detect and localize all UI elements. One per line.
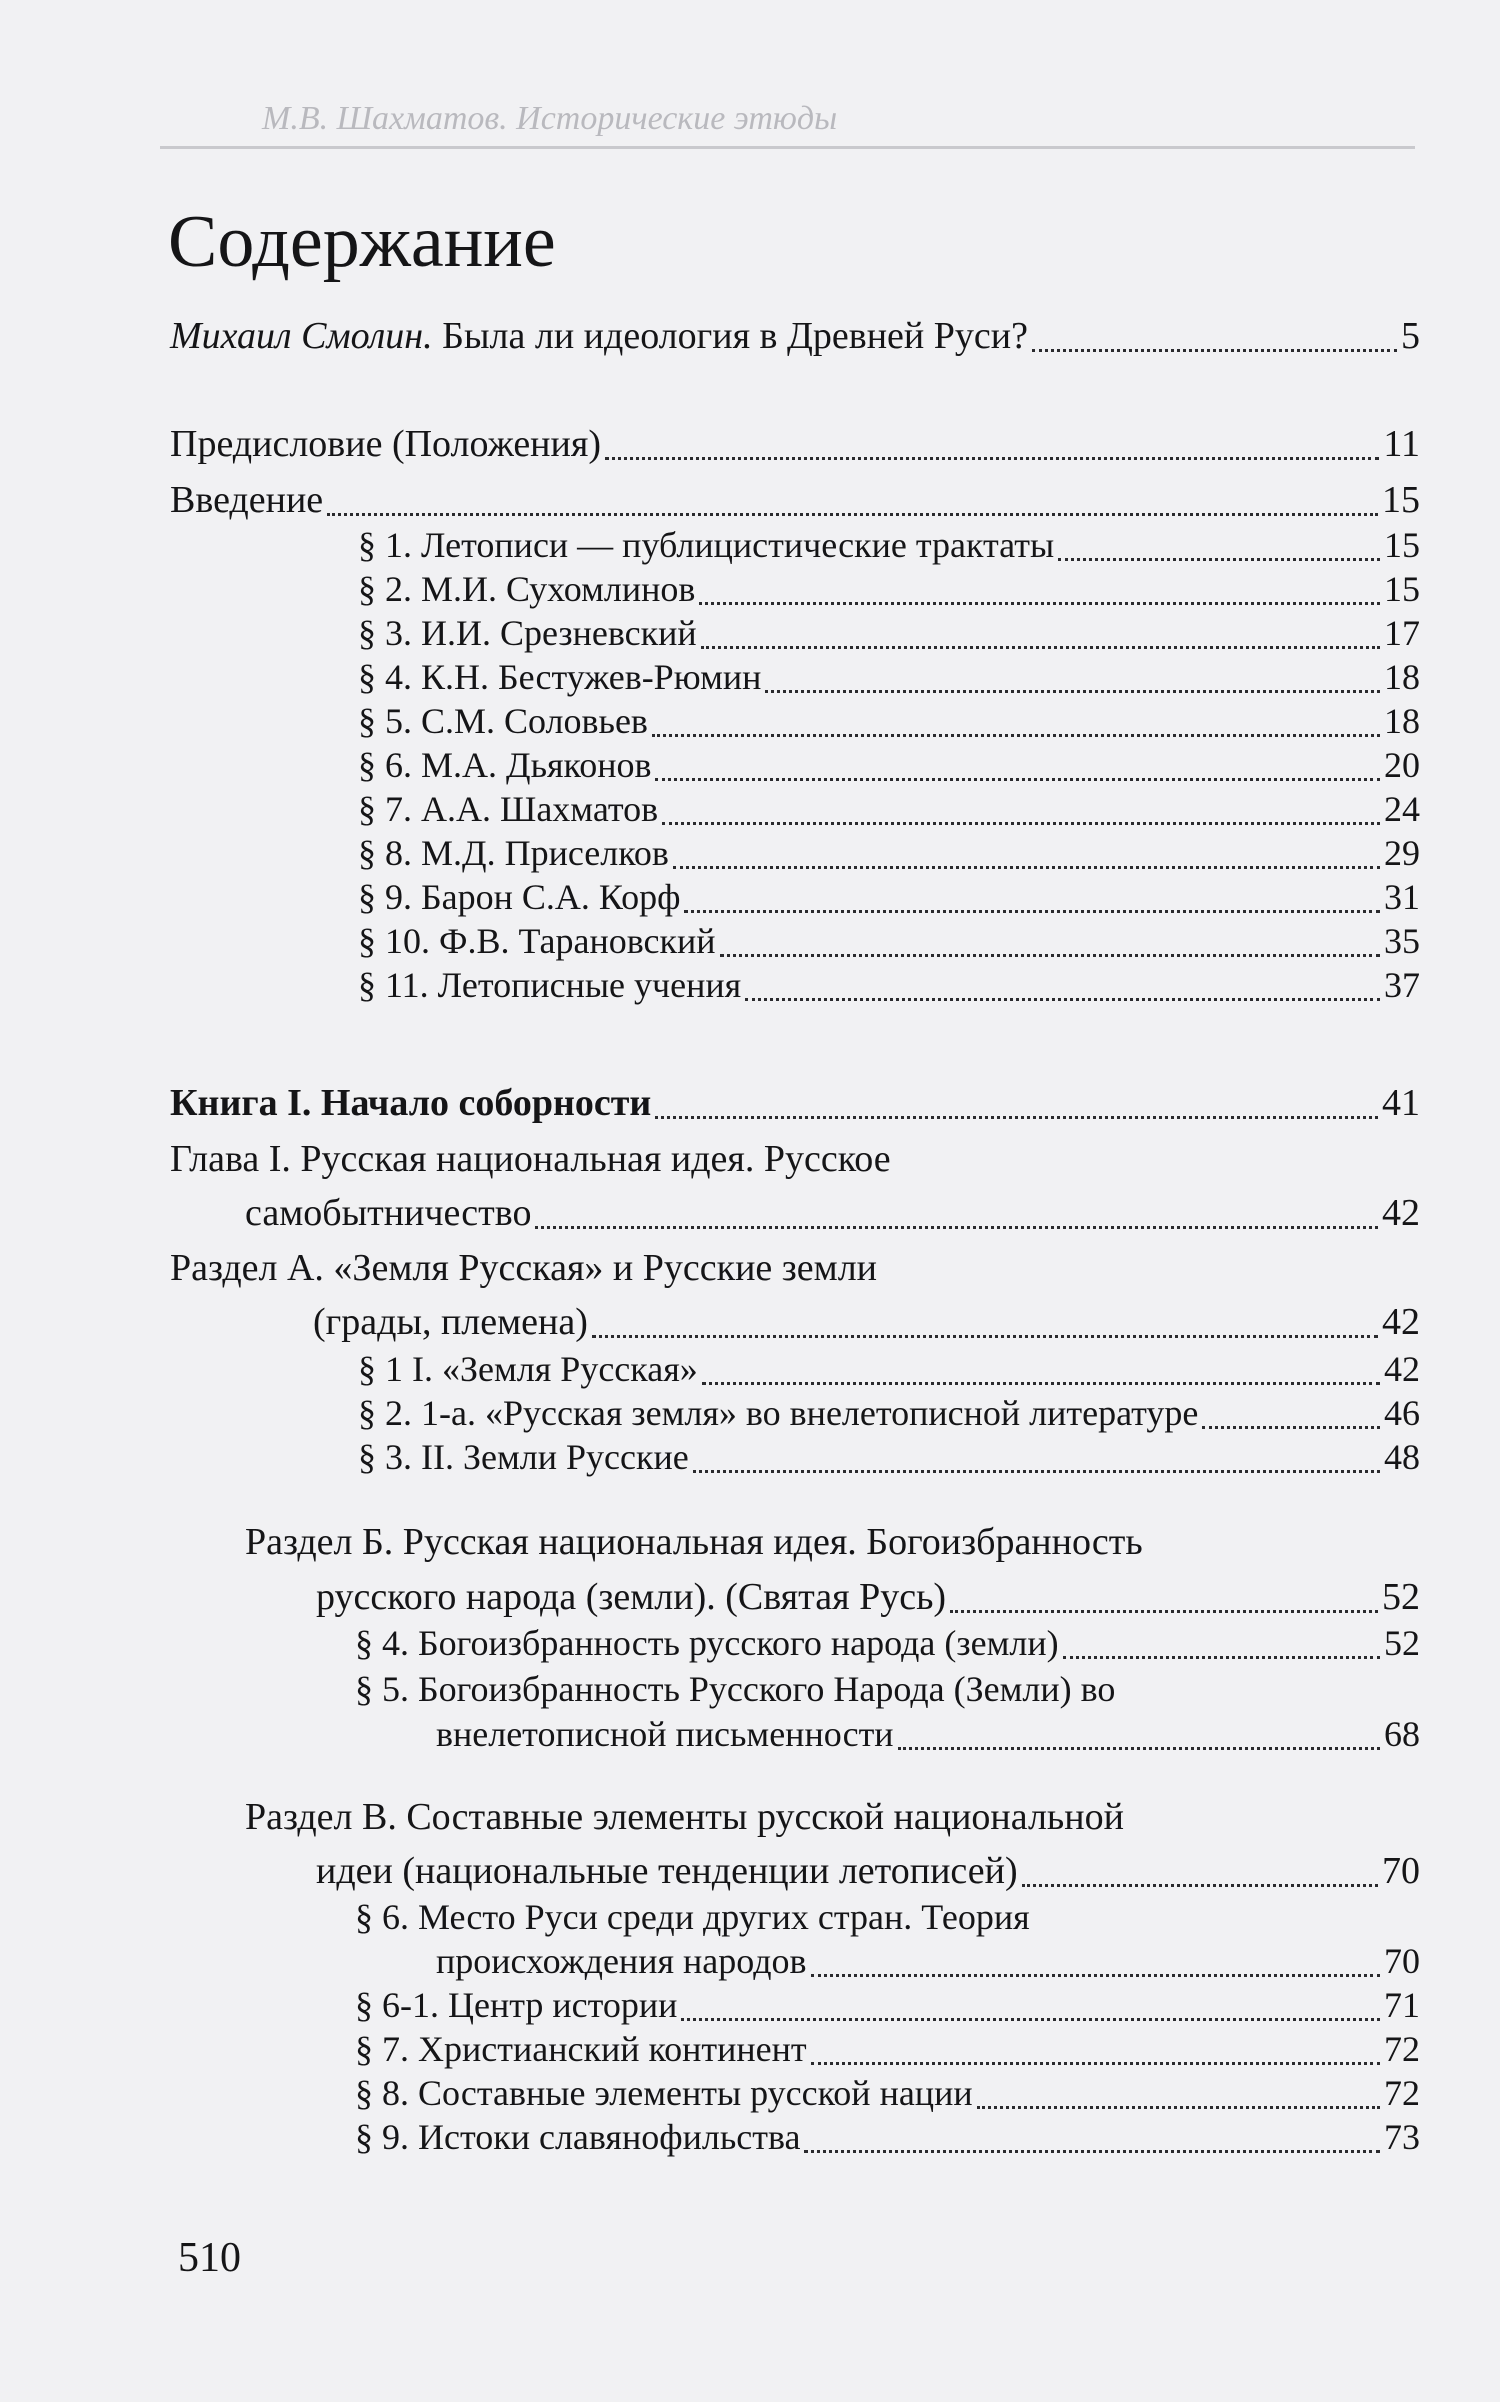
dot-leader [662,822,1380,825]
entry-title: § 3. И.И. Срезневский [358,613,697,653]
entry-title: русского народа (земли). (Святая Русь) [316,1576,947,1618]
entry-title: Книга I. Начало соборности [170,1082,652,1124]
page-number: 41 [1382,1082,1420,1124]
entry-title: § 1 I. «Земля Русская» [358,1349,698,1389]
toc-entry[interactable] [170,418,1420,470]
entry-title: Предисловие (Положения) [170,423,601,465]
dot-leader [681,2018,1380,2021]
dot-leader [702,1382,1380,1385]
entry-title: (грады, племена) [313,1301,588,1343]
page-number: 15 [1384,525,1420,565]
page-number: 42 [1384,1349,1420,1389]
page-number: 42 [1382,1301,1420,1343]
entry-title: § 8. М.Д. Приселков [358,833,669,873]
entry-title-line: Глава I. Русская национальная идея. Русское [170,1138,891,1180]
entry-title: самобытничество [245,1192,532,1234]
dot-leader [765,690,1380,693]
entry-title: идеи (национальные тенденции летописей) [316,1850,1018,1892]
dot-leader [1202,1426,1380,1429]
dot-leader [693,1470,1380,1473]
page-number: 15 [1382,479,1420,521]
dot-leader [535,1226,1378,1229]
dot-leader [950,1610,1378,1613]
toc-entry[interactable] [316,1571,1420,1623]
entry-title-line: Раздел В. Составные элементы русской национальной [245,1796,1124,1838]
page-number: 17 [1384,613,1420,653]
header-rule [160,146,1415,149]
page-number: 71 [1384,1985,1420,2025]
dot-leader [898,1747,1380,1750]
dot-leader [720,954,1380,957]
dot-leader [804,2150,1380,2153]
page-number: 29 [1384,833,1420,873]
entry-title: § 1. Летописи — публицистические трактаты [358,525,1055,565]
page-number: 24 [1384,789,1420,829]
entry-title: § 2. М.И. Сухомлинов [358,569,696,609]
dot-leader [655,778,1380,781]
page-number: 68 [1384,1714,1420,1754]
dot-leader [701,646,1380,649]
dot-leader [684,910,1380,913]
dot-leader [1063,1656,1380,1659]
page-number: 70 [1382,1850,1420,1892]
page-number: 31 [1384,877,1420,917]
page-number: 52 [1384,1623,1420,1663]
page-number: 70 [1384,1941,1420,1981]
entry-title-line: Раздел Б. Русская национальная идея. Богоизбранность [245,1521,1143,1563]
dot-leader [1032,349,1397,352]
dot-leader [977,2106,1380,2109]
entry-title: § 6-1. Центр истории [355,1985,678,2025]
page-number: 35 [1384,921,1420,961]
entry-title: § 7. Христианский континент [355,2029,807,2069]
entry-title: внелетописной письменности [436,1714,894,1754]
toc-entry[interactable] [316,1845,1420,1897]
page-number: 20 [1384,745,1420,785]
page-number: 46 [1384,1393,1420,1433]
entry-title: Введение [170,479,324,521]
entry-title: § 11. Летописные учения [358,965,742,1005]
entry-title: § 9. Истоки славянофильства [355,2117,801,2157]
dot-leader [605,457,1379,460]
page-number: 5 [1401,315,1420,357]
entry-title-line: § 5. Богоизбранность Русского Народа (Земли) во [355,1669,1116,1709]
page-number: 11 [1383,423,1420,465]
entry-title: происхождения народов [436,1941,807,1981]
dot-leader [673,866,1380,869]
entry-title: § 6. М.А. Дьяконов [358,745,652,785]
entry-title: Была ли идеология в Древней Руси? [432,315,1028,357]
toc-entry[interactable] [313,1296,1420,1348]
toc-entry[interactable] [170,310,1420,362]
page-number: 52 [1382,1576,1420,1618]
toc-entry[interactable] [436,1708,1420,1760]
dot-leader [655,1116,1378,1119]
page-number: 48 [1384,1437,1420,1477]
toc-entry[interactable] [170,1077,1420,1129]
entry-title: § 5. С.М. Соловьев [358,701,648,741]
entry-author: Михаил Смолин. [170,315,433,357]
entry-title-line: Раздел А. «Земля Русская» и Русские земли [170,1247,878,1289]
page-title: Содержание [168,201,556,283]
dot-leader [327,513,1378,516]
page-number: 15 [1384,569,1420,609]
dot-leader [592,1335,1378,1338]
toc-entry[interactable] [245,1187,1420,1239]
entry-title: § 9. Барон С.А. Корф [358,877,681,917]
page-number: 72 [1384,2029,1420,2069]
page-number: 72 [1384,2073,1420,2113]
entry-title: § 3. II. Земли Русские [358,1437,689,1477]
dot-leader [811,1974,1380,1977]
page-folio: 510 [178,2235,241,2281]
entry-title-line: § 6. Место Руси среди других стран. Теория [355,1897,1030,1937]
page-number: 18 [1384,657,1420,697]
entry-title: § 8. Составные элементы русской нации [355,2073,973,2113]
dot-leader [699,602,1380,605]
toc-entry[interactable] [355,2111,1420,2163]
entry-title: § 10. Ф.В. Тарановский [358,921,716,961]
entry-title: § 4. Богоизбранность русского народа (земли) [355,1623,1059,1663]
dot-leader [811,2062,1380,2065]
toc-entry[interactable] [358,959,1420,1011]
page-number: 37 [1384,965,1420,1005]
page-number: 42 [1382,1192,1420,1234]
toc-entry[interactable] [358,1431,1420,1483]
toc-entry[interactable] [355,1617,1420,1669]
dot-leader [1058,558,1380,561]
dot-leader [745,998,1380,1001]
page-number: 18 [1384,701,1420,741]
entry-title: § 2. 1-а. «Русская земля» во внелетописной литературе [358,1393,1199,1433]
page-number: 73 [1384,2117,1420,2157]
bleed-through-running-header: М.В. Шахматов. Исторические этюды [262,100,838,137]
entry-title: § 7. А.А. Шахматов [358,789,659,829]
dot-leader [1022,1884,1378,1887]
dot-leader [652,734,1380,737]
entry-title: § 4. К.Н. Бестужев-Рюмин [358,657,762,697]
